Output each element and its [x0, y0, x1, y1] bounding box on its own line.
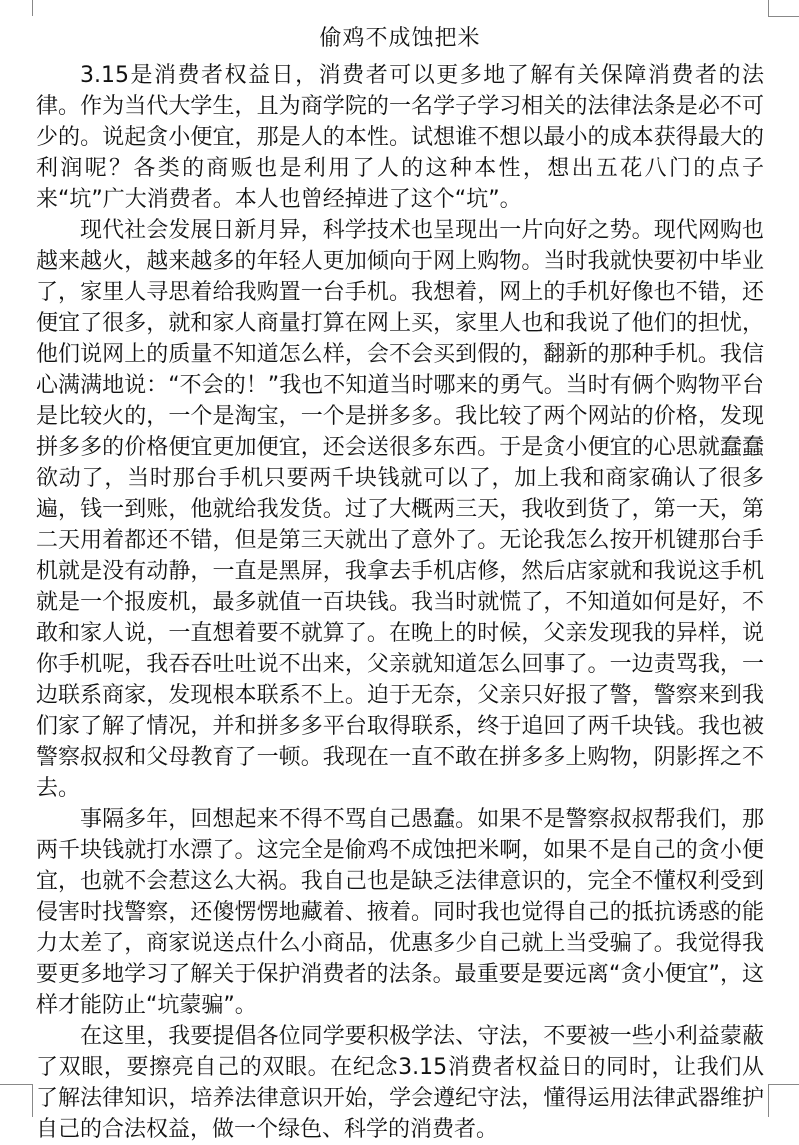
paragraph-3: 事隔多年，回想起来不得不骂自己愚蠢。如果不是警察叔叔帮我们，那两千块钱就打水漂了。这完全是偷鸡不成蚀把米啊，如果不是自己的贪小便宜，也就不会惹这么大祸。我自己也是缺乏法律意识的，完全不懂权利受到侵害时找警察，还傻愣愣地藏着、掖着。同时我也觉得自己的抵抗诱惑的能力太差了，商家说送点什么小商品，优惠多少自己就上当受骗了。我觉得我要更多地学习了解关于保护消费者的法条。最重要是要远离“贪小便宜”，这样才能防止“坑蒙骗”。: [36, 807, 764, 1018]
paragraph-1: 3.15是消费者权益日，消费者可以更多地了解有关保障消费者的法律。作为当代大学生，且为商学院的一名学子学习相关的法律法条是必不可少的。说起贪小便宜，那是人的本性。试想谁不想以最小的成本获得最大的利润呢？各类的商贩也是利用了人的这种本性，想出五花八门的点子来“坑”广大消费者。本人也曾经掉进了这个“坑”。: [36, 63, 764, 212]
corner-mark-bottom-right-v: [768, 1084, 769, 1117]
document-page: [36, 22, 764, 1145]
corner-mark-bottom-left-v: [32, 1084, 33, 1117]
corner-mark-top-right: [768, 0, 769, 16]
corner-mark-bottom-left: [0, 1084, 32, 1085]
corner-mark-bottom-right: [768, 1084, 799, 1085]
paragraph-2: 现代社会发展日新月异，科学技术也呈现出一片向好之势。现代网购也越来越火，越来越多的年轻人更加倾向于网上购物。当时我就快要初中毕业了，家里人寻思着给我购置一台手机。我想着，网上的手机好像也不错，还便宜了很多，就和家人商量打算在网上买，家里人也和我说了他们的担忧，他们说网上的质量不知道怎么样，会不会买到假的，翻新的那种手机。我信心满满地说：“不会的！”我也不知道当时哪来的勇气。当时有俩个购物平台是比较火的，一个是淘宝，一个是拼多多。我比较了两个网站的价格，发现拼多多的价格便宜更加便宜，还会送很多东西。于是贪小便宜的心思就蠢蠢欲动了，当时那台手机只要两千块钱就可以了，加上我和商家确认了很多遍，钱一到账，他就给我发货。过了大概两三天，我收到货了，第一天，第二天用着都还不错，但是第三天就出了意外了。无论我怎么按开机键那台手机就是没有动静，一直是黑屏，我拿去手机店修，然后店家就和我说这手机就是一个报废机，最多就值一百块钱。我当时就慌了，不知道如何是好，不敢和家人说，一直想着要不就算了。在晚上的时候，父亲发现我的异样，说你手机呢，我吞吞吐吐说不出来，父亲就知道怎么回事了。一边责骂我，一边联系商家，发现根本联系不上。迫于无奈，父亲只好报了警，警察来到我们家了解了情况，并和拼多多平台取得联系，终于追回了两千块钱。我也被警察叔叔和父母教育了一顿。我现在一直不敢在拼多多上购物，阴影挥之不去。: [36, 218, 764, 801]
document-title: 偷鸡不成蚀把米: [319, 26, 481, 51]
corner-mark-top-right-h: [768, 16, 799, 17]
paragraph-4: 在这里，我要提倡各位同学要积极学法、守法，不要被一些小利益蒙蔽了双眼，要擦亮自己的双眼。在纪念3.15消费者权益日的同时，让我们从了解法律知识，培养法律意识开始，学会遵纪守法，懂得运用法律武器维护自己的合法权益，做一个绿色、科学的消费者。: [36, 1024, 764, 1142]
corner-mark-top-left: [32, 0, 33, 16]
